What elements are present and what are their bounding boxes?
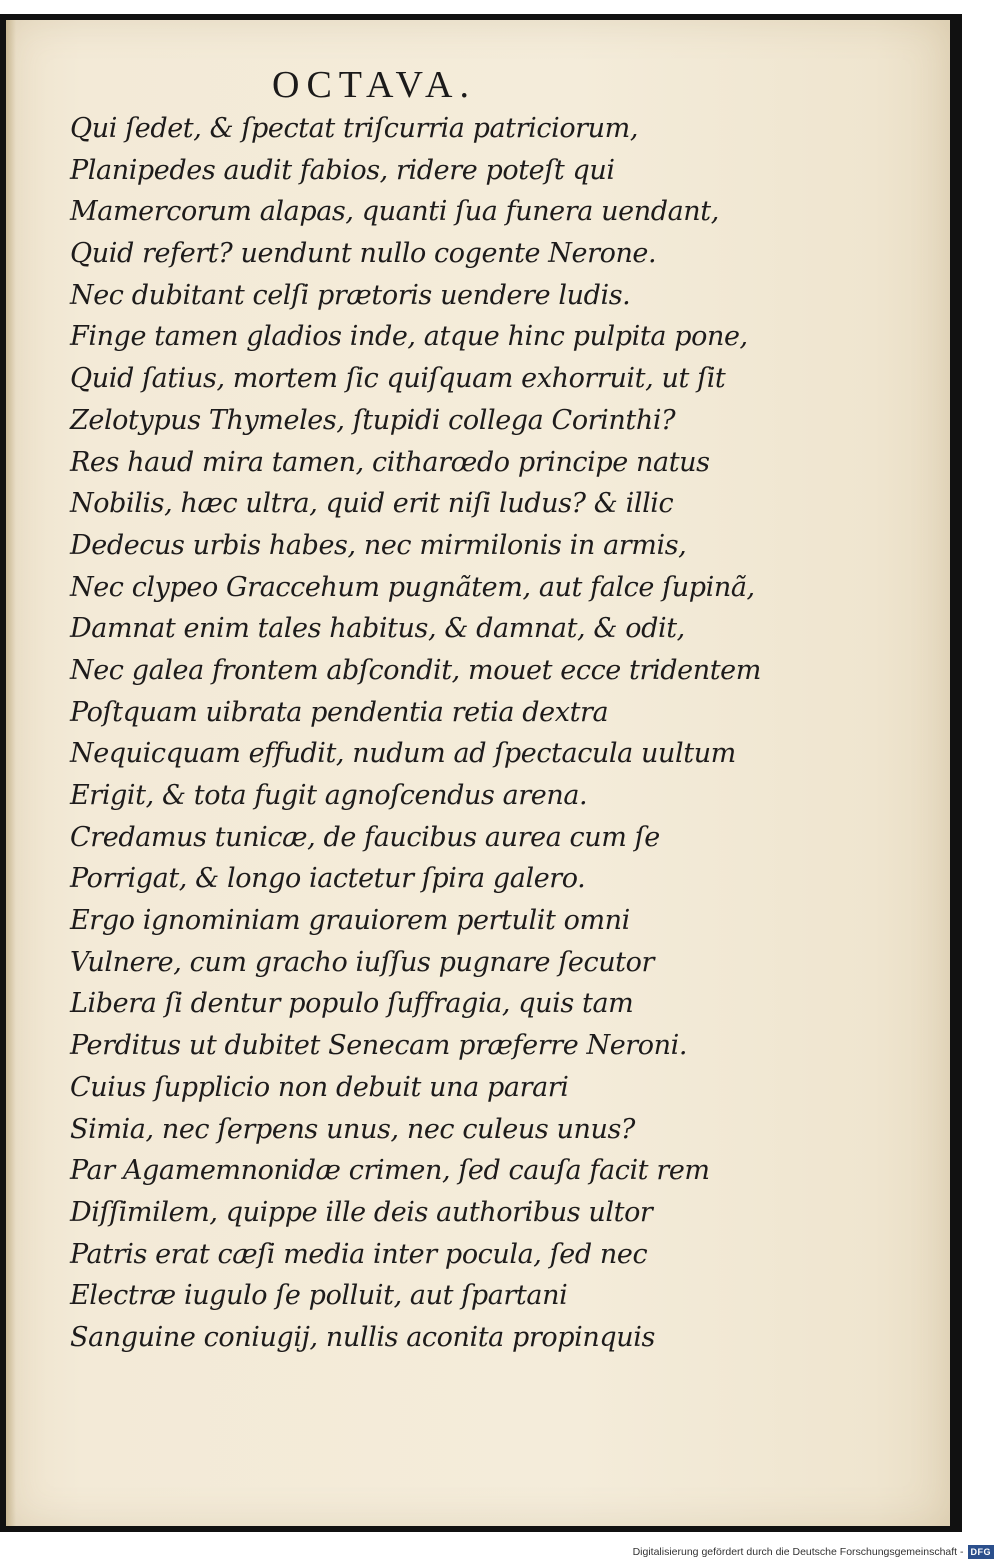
verse-line: Mamercorum alapas, quanti ſua funera uendant, [70, 196, 719, 228]
verse-line: Nec galea frontem abſcondit, mouet ecce tridentem [70, 654, 761, 686]
verse-line: Patris erat cæſi media inter pocula, ſed nec [70, 1238, 648, 1270]
verse-line: Diſſimilem, quippe ille deis authoribus ultor [70, 1196, 653, 1228]
verse-line: Par Agamemnonidæ crimen, ſed cauſa facit rem [70, 1155, 710, 1187]
verse-line: Planipedes audit fabios, ridere poteſt qui [70, 154, 615, 186]
funding-credit-text: Digitalisierung gefördert durch die Deutsche Forschungsgemeinschaft - [632, 1546, 964, 1558]
verse-line: Electræ iugulo ſe polluit, aut ſpartani [70, 1280, 568, 1312]
verse-line: Finge tamen gladios inde, atque hinc pulpita pone, [70, 321, 748, 353]
verse-line: Libera ſi dentur populo ſuffragia, quis tam [70, 988, 634, 1020]
verse-line: Poſtquam uibrata pendentia retia dextra [70, 696, 609, 728]
verse-line: Quid refert? uendunt nullo cogente Nerone. [70, 238, 657, 270]
verse-line: Quid ſatius, mortem ſic quiſquam exhorruit, ut ſit [70, 363, 726, 395]
verse-line: Qui ſedet, & ſpectat triſcurria patriciorum, [70, 113, 639, 144]
verse-line: Dedecus urbis habes, nec mirmilonis in armis, [70, 529, 687, 561]
verse-line: Nec dubitant celſi prætoris uendere ludis. [70, 279, 631, 311]
verse-line: Erigit, & tota fugit agnoſcendus arena. [70, 780, 588, 811]
verse-line: Perditus ut dubitet Senecam præferre Neroni. [70, 1030, 688, 1062]
verse-line: Credamus tunicæ, de faucibus aurea cum ſe [70, 821, 660, 853]
verse-line: Nobilis, hæc ultra, quid erit niſi ludus? & illic [70, 488, 674, 520]
verse-line: Vulnere, cum gracho iuſſus pugnare ſecutor [70, 946, 654, 978]
verse-line: Sanguine coniugij, nullis aconita propinquis [70, 1321, 655, 1353]
verse-line: Simia, nec ſerpens unus, nec culeus unus? [70, 1113, 635, 1145]
page-gutter-shadow [6, 20, 16, 1526]
verse-line: Res haud mira tamen, citharœdo principe natus [70, 446, 710, 478]
dfg-logo-icon: DFG [968, 1545, 995, 1559]
running-head: OCTAVA. [272, 64, 476, 106]
verse-line: Zelotypus Thymeles, ſtupidi collega Corinthi? [70, 404, 676, 436]
funding-credit [633, 1544, 994, 1560]
verse-line: Porrigat, & longo iactetur ſpira galero. [70, 863, 586, 895]
verse-line: Cuius ſupplicio non debuit una parari [70, 1071, 569, 1103]
verse-list [70, 108, 761, 1359]
verse-line: Nec clypeo Graccehum pugnãtem, aut falce ſupinã, [70, 571, 755, 603]
verse-line: Nequicquam effudit, nudum ad ſpectacula uultum [70, 738, 736, 770]
verse-line: Damnat enim tales habitus, & damnat, & odit, [70, 613, 685, 645]
verse-line: Ergo ignominiam grauiorem pertulit omni [70, 905, 630, 937]
